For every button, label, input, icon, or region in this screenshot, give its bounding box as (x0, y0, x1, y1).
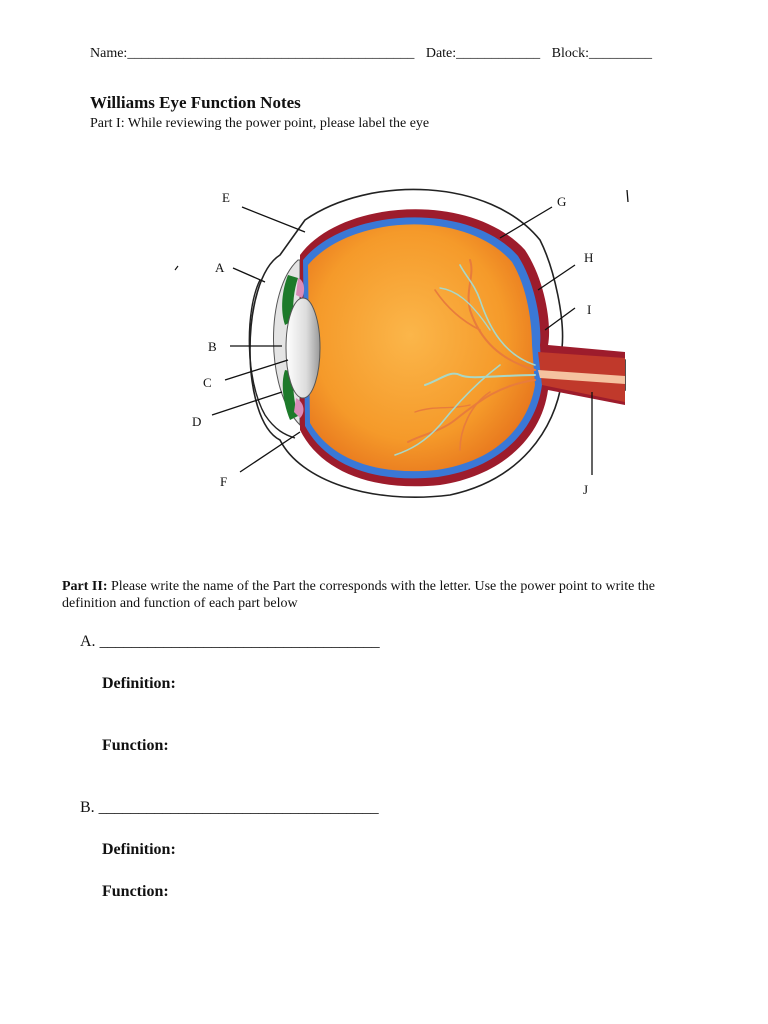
part1-instruction: Part I: While reviewing the power point, please label the eye (90, 116, 430, 131)
header-fields (90, 46, 660, 62)
answer-blank[interactable]: ___________________________________ (99, 633, 380, 650)
name-field[interactable]: Name:_________________________________________ (90, 46, 415, 61)
part2-heading: Part II: (62, 579, 108, 594)
label-C: C (203, 375, 212, 390)
eye-diagram (170, 180, 640, 510)
answer-blank[interactable]: ___________________________________ (98, 799, 379, 816)
label-G: G (557, 194, 567, 209)
label-B: B (208, 339, 217, 354)
definition-label: Definition: (102, 841, 176, 858)
label-E: E (222, 190, 230, 205)
scan-mark (627, 190, 628, 202)
label-A: A (215, 260, 225, 275)
lens (286, 298, 320, 398)
label-I: I (587, 302, 592, 317)
definition-label: Definition: (102, 675, 176, 692)
function-label: Function: (102, 883, 169, 900)
label-H: H (584, 250, 594, 265)
function-label: Function: (102, 737, 169, 754)
answer-item-a (80, 633, 380, 651)
date-field[interactable]: Date:____________ (425, 46, 541, 61)
item-letter: A. (80, 633, 96, 650)
page-title: Williams Eye Function Notes (90, 93, 301, 112)
label-F: F (220, 474, 228, 489)
part2-text: Please write the name of the Part the corresponds with the letter. Use the power point to write the definition and function of each part below (62, 579, 655, 611)
answer-item-b (80, 799, 379, 817)
vitreous-body (308, 224, 535, 471)
eye-diagram-svg (170, 180, 640, 510)
part2-instruction (62, 578, 702, 612)
scan-mark (175, 266, 178, 270)
item-letter: B. (80, 799, 95, 816)
label-J: J (583, 482, 589, 497)
block-field[interactable]: Block:_________ (551, 46, 652, 61)
label-D: D (192, 414, 202, 429)
